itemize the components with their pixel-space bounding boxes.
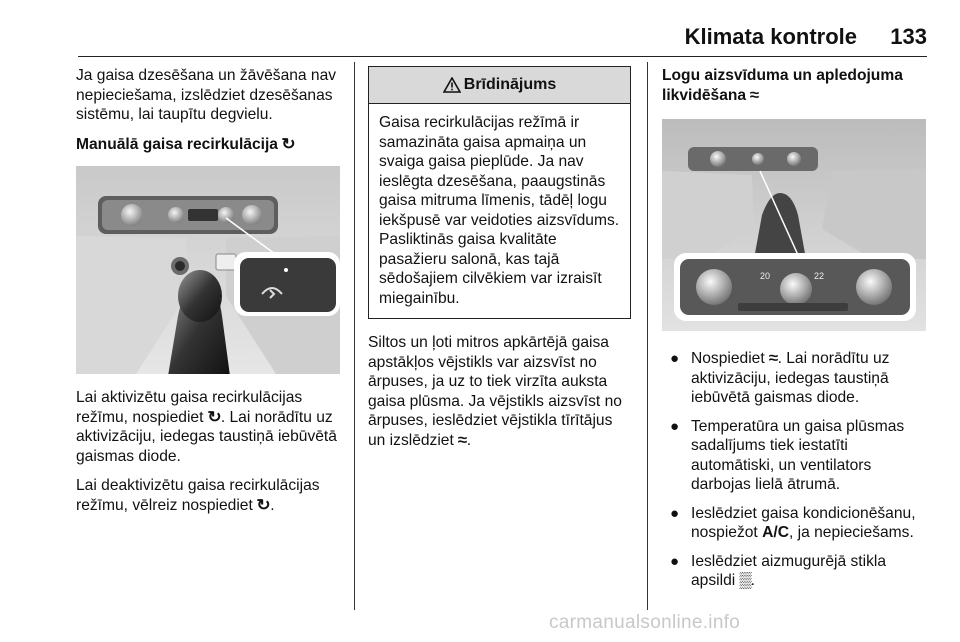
recirculation-heading [76, 135, 342, 155]
defrost-heading-line1: Logu aizsvīduma un apledojuma [662, 67, 903, 84]
bullet-dot: ● [670, 504, 680, 522]
recirculation-photo [76, 166, 340, 374]
warning-title: Brīdinājums [463, 76, 557, 94]
deactivate-paragraph [76, 476, 342, 515]
display-right-temp: 22 [814, 271, 825, 281]
list-item [662, 349, 928, 408]
defrost-heading [662, 66, 928, 105]
warning-box [368, 66, 631, 319]
recirculation-icon: ↻ [256, 496, 271, 514]
warning-body: Gaisa recirkulācijas režīmā ir samazināta gaisa apmaiņa un svaiga gaisa pieplūde. Ja nav ieslēgta dzesēšana, paaugstinās gaisa mitruma līmenis, tādēļ logu iekšpusē var veidoties aizsvīdums. Pasliktinās gaisa kvalitāte pasažieru salonā, kas tajā sēdošajiem cilvēkiem var izraisīt miegainību. [379, 114, 620, 307]
warning-triangle-icon [443, 77, 461, 93]
column-divider-2 [647, 62, 648, 610]
defrost-steps [662, 349, 928, 591]
defrost-icon: ≈ [768, 350, 779, 367]
list-item [662, 417, 928, 495]
step1-text-end: . Lai norādītu uz aktivizāciju, iedegas taustiņā iebūvētā gaismas diode. [691, 350, 890, 406]
step3-text: Ieslēdziet gaisa kondicionēšanu, nospiežot [691, 504, 916, 541]
watermark: carmanualsonline.info [549, 612, 741, 633]
windscreen-wiper-icon: ≈ [457, 431, 468, 449]
recirculation-icon: ↻ [281, 135, 297, 153]
display-left-temp: 20 [760, 271, 771, 281]
bullet-dot: ● [670, 552, 680, 570]
list-item [662, 504, 928, 543]
step1-text: Nospiediet [691, 350, 765, 367]
column-1 [76, 66, 342, 525]
header-rule [78, 56, 927, 57]
column-divider-1 [354, 62, 355, 610]
climate-panel-illustration [662, 119, 926, 331]
activate-text: Lai aktivizētu gaisa recirkulācijas režīmu, nospiediet [76, 389, 303, 426]
deactivate-text-end: . [270, 496, 275, 514]
column-2 [368, 66, 631, 460]
bullet-dot: ● [670, 350, 680, 367]
rear-window-heating-icon: ▒ [739, 572, 752, 589]
section-title: Klimata kontrole [684, 24, 857, 49]
list-item [662, 552, 928, 591]
step4-text: Ieslēdziet aizmugurējā stikla apsildi [691, 552, 887, 589]
defrost-heading-line2: likvidēšana [662, 86, 747, 104]
recirculation-icon: ↻ [207, 408, 222, 426]
step3-text-end: , ja nepieciešams. [788, 524, 914, 541]
column-3 [662, 66, 928, 600]
activate-paragraph [76, 388, 342, 466]
defrost-photo [662, 119, 926, 331]
fogging-text-end: . [466, 431, 472, 449]
fogging-paragraph [368, 333, 631, 450]
console-recirc-illustration [76, 166, 340, 374]
page-header [78, 22, 927, 52]
deactivate-text: Lai deaktivizētu gaisa recirkulācijas režīmu, vēlreiz nospiediet [76, 477, 320, 514]
page-number: 133 [890, 24, 927, 49]
defrost-icon: ≈ [750, 86, 760, 104]
intro-paragraph: Ja gaisa dzesēšana un žāvēšana nav nepieciešama, izslēdziet dzesēšanas sistēmu, lai taupītu degvielu. [76, 67, 337, 123]
step4-text-end: . [750, 572, 755, 589]
bullet-dot: ● [670, 417, 680, 435]
ac-button-label: A/C [762, 524, 789, 541]
recirculation-heading-text: Manuālā gaisa recirkulācija [76, 135, 278, 153]
fogging-text: Siltos un ļoti mitros apkārtējā gaisa apstākļos vējstikls var aizsvīst no ārpuses, ja uz to tiek virzīta auksta gaisa plūsma. Ja vējstikls aizsvīst no ārpuses, ieslēdziet vējstikla tīrītājus un izslēdziet [368, 334, 622, 449]
step2-text: Temperatūra un gaisa plūsmas sadalījums tiek iestatīti automātiski, un ventilators darbojas lielā ātrumā. [691, 417, 905, 493]
activate-text-end: . Lai norādītu uz aktivizāciju, iedegas taustiņā iebūvētā gaismas diode. [76, 408, 337, 465]
warning-header [369, 67, 630, 104]
